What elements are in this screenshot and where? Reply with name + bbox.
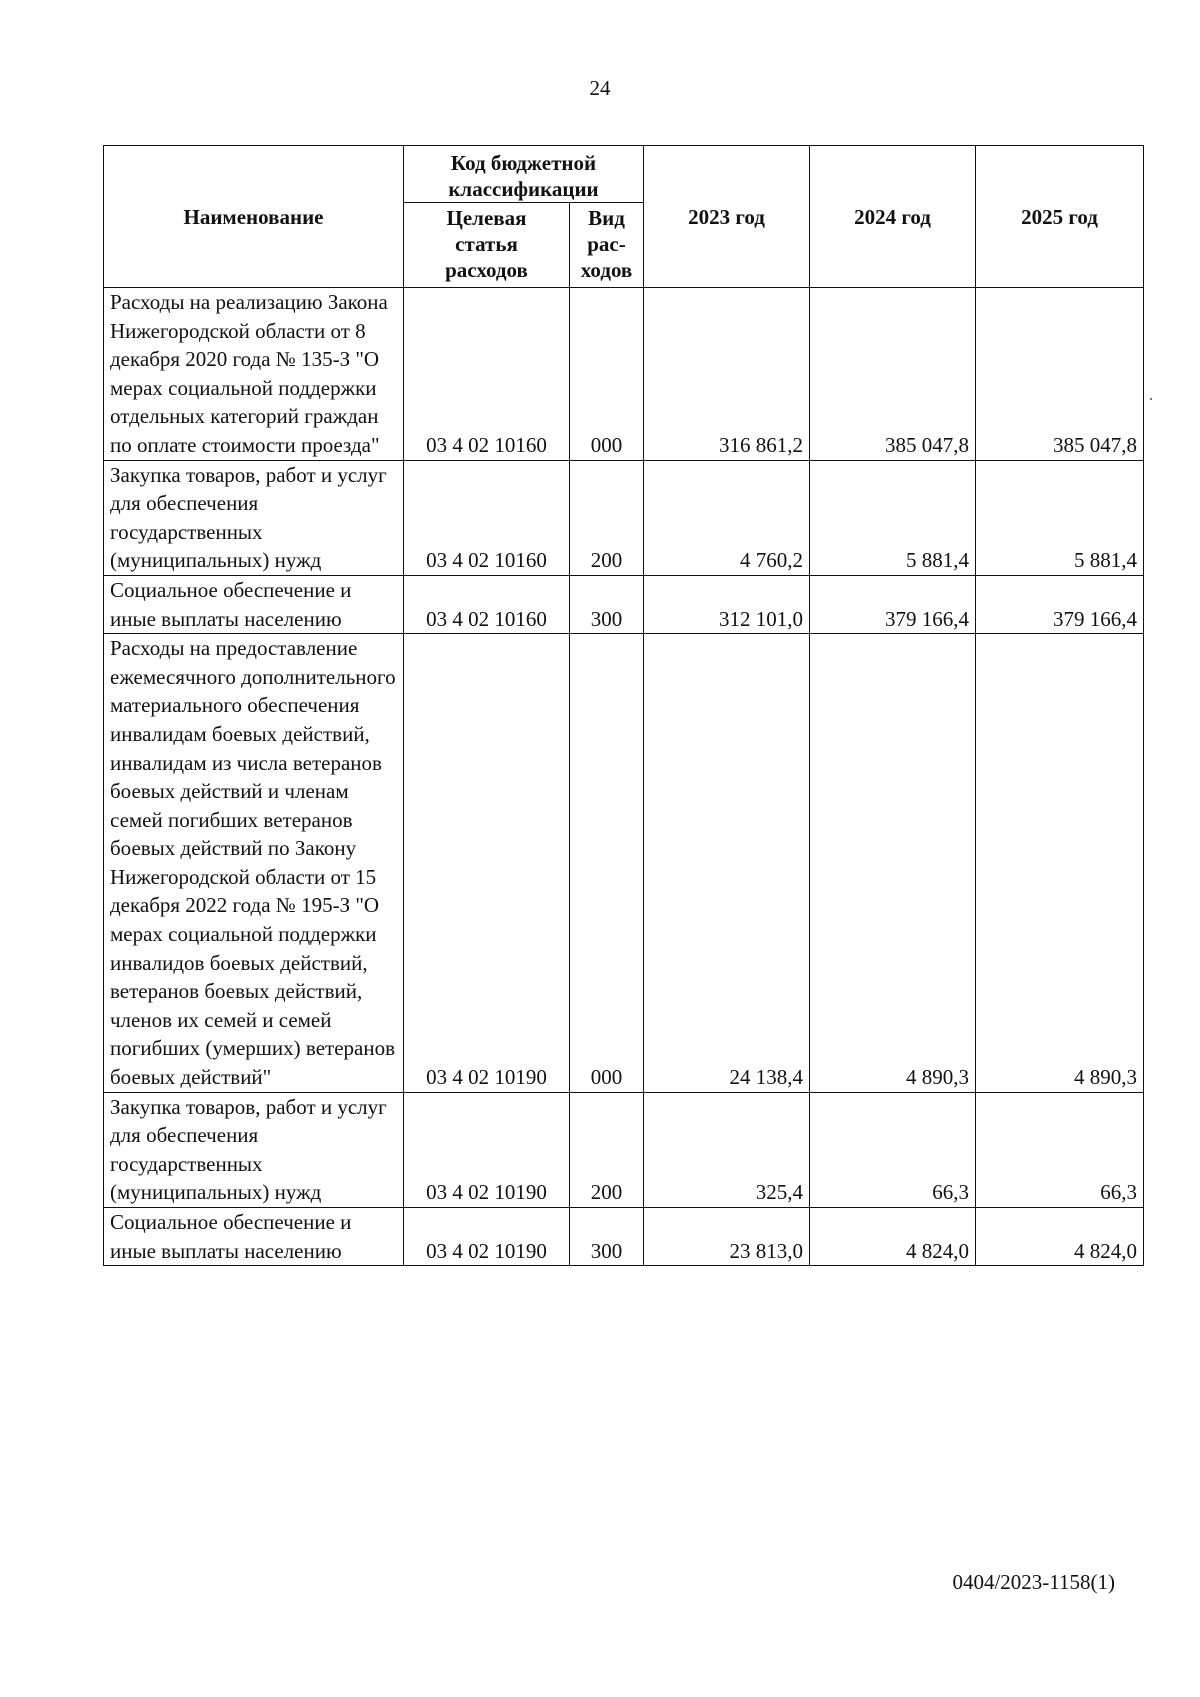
table-row (104, 634, 1144, 1093)
table-row (104, 460, 1144, 575)
row-2023: 325,4 (644, 1092, 810, 1207)
row-name: Социальное обеспечение и иные выплаты населению (104, 1208, 404, 1266)
row-code: 03 4 02 10160 (404, 460, 570, 575)
row-2024: 4 824,0 (810, 1208, 976, 1266)
header-expense-kind: Вид рас-ходов (570, 203, 644, 288)
row-kind: 000 (570, 634, 644, 1093)
row-2025: 379 166,4 (976, 575, 1144, 633)
row-kind: 200 (570, 460, 644, 575)
row-2024: 4 890,3 (810, 634, 976, 1093)
header-name: Наименование (104, 146, 404, 288)
scan-speck (1150, 398, 1152, 400)
document-code: 0404/2023-1158(1) (952, 1570, 1115, 1594)
row-code: 03 4 02 10160 (404, 288, 570, 461)
row-kind: 200 (570, 1092, 644, 1207)
header-2023: 2023 год (644, 146, 810, 288)
row-name: Расходы на реализацию Закона Нижегородской области от 8 декабря 2020 года № 135-З "О мерах социальной поддержки отдельных категорий граждан по оплате стоимости проезда" (104, 288, 404, 461)
row-code: 03 4 02 10190 (404, 634, 570, 1093)
header-row-top (104, 146, 1144, 203)
row-name: Закупка товаров, работ и услуг для обеспечения государственных (муниципальных) нужд (104, 460, 404, 575)
row-2023: 24 138,4 (644, 634, 810, 1093)
row-name: Социальное обеспечение и иные выплаты населению (104, 575, 404, 633)
row-code: 03 4 02 10160 (404, 575, 570, 633)
row-2025: 66,3 (976, 1092, 1144, 1207)
row-2023: 23 813,0 (644, 1208, 810, 1266)
row-2023: 316 861,2 (644, 288, 810, 461)
row-2025: 385 047,8 (976, 288, 1144, 461)
header-target-article: Целевая статья расходов (404, 203, 570, 288)
table-row (104, 575, 1144, 633)
page-number: 24 (589, 76, 611, 100)
row-2024: 66,3 (810, 1092, 976, 1207)
row-code: 03 4 02 10190 (404, 1092, 570, 1207)
row-kind: 300 (570, 1208, 644, 1266)
row-name: Закупка товаров, работ и услуг для обеспечения государственных (муниципальных) нужд (104, 1092, 404, 1207)
row-2024: 5 881,4 (810, 460, 976, 575)
header-2025: 2025 год (976, 146, 1144, 288)
table-row (104, 1208, 1144, 1266)
row-2025: 4 890,3 (976, 634, 1144, 1093)
row-2023: 312 101,0 (644, 575, 810, 633)
row-2024: 385 047,8 (810, 288, 976, 461)
row-2023: 4 760,2 (644, 460, 810, 575)
table-row (104, 1092, 1144, 1207)
row-kind: 300 (570, 575, 644, 633)
row-2025: 4 824,0 (976, 1208, 1144, 1266)
header-2024: 2024 год (810, 146, 976, 288)
row-kind: 000 (570, 288, 644, 461)
row-2024: 379 166,4 (810, 575, 976, 633)
budget-table (103, 145, 1144, 1266)
header-code-group: Код бюджетной классификации (404, 146, 644, 203)
row-name: Расходы на предоставление ежемесячного дополнительного материального обеспечения инвалидам боевых действий, инвалидам из числа ветеранов боевых действий и членам семей погибших ветеранов боевых действий по Закону Нижегородской области от 15 декабря 2022 года № 195-З "О мерах социальной поддержки инвалидов боевых действий, ветеранов боевых действий, членов их семей и семей погибших (умерших) ветеранов боевых действий" (104, 634, 404, 1093)
row-code: 03 4 02 10190 (404, 1208, 570, 1266)
table-row (104, 288, 1144, 461)
row-2025: 5 881,4 (976, 460, 1144, 575)
